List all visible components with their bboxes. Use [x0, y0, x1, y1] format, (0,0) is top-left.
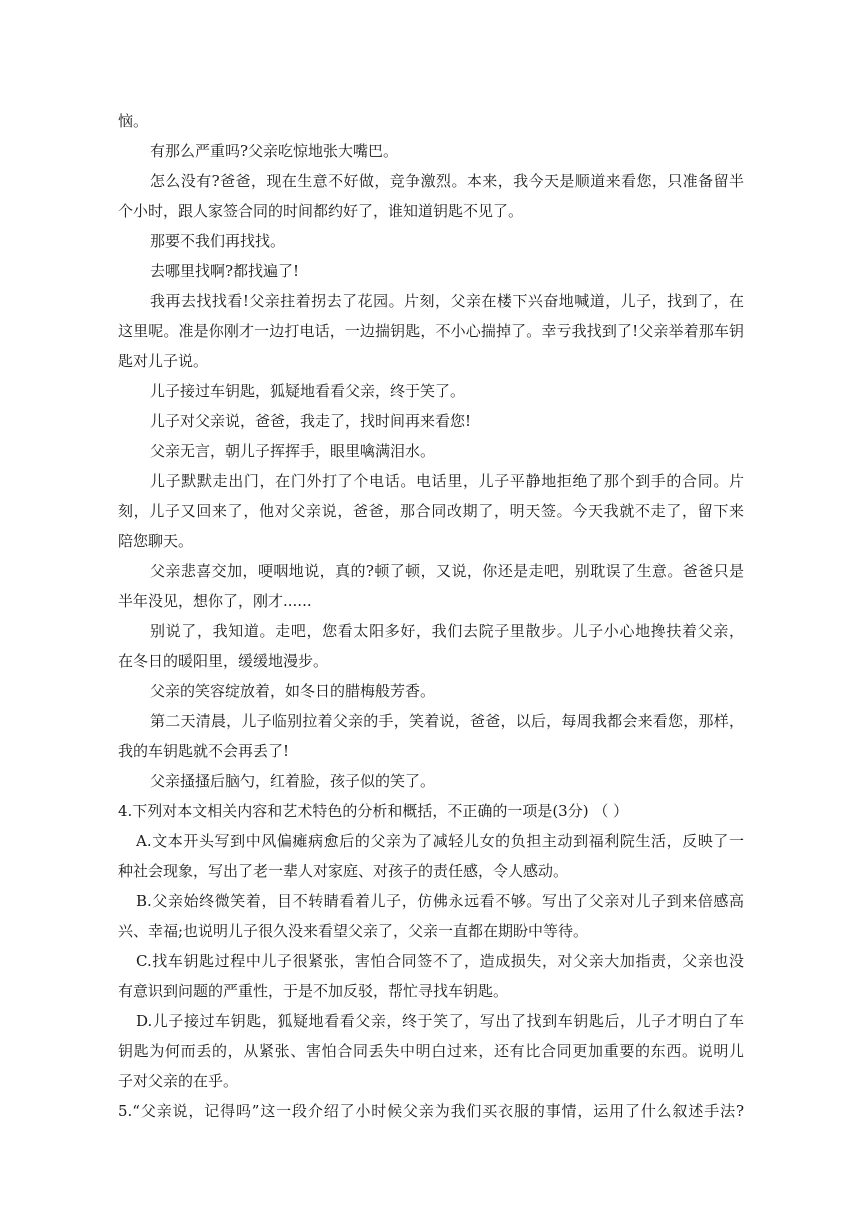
story-line: 第二天清晨，儿子临别拉着父亲的手，笑着说，爸爸，以后，每周我都会来看您，那样，: [150, 712, 744, 730]
document-body: [118, 106, 744, 1126]
story-line: 那要不我们再找找。: [150, 232, 286, 250]
story-line: 我的车钥匙就不会再丢了!: [118, 742, 290, 760]
story-line: 父亲悲喜交加，哽咽地说，真的?顿了顿，又说，你还是走吧，别耽误了生意。爸爸只是: [150, 562, 744, 580]
question-4-options: [118, 826, 744, 1096]
option-line: B.父亲始终微笑着，目不转睛看着儿子，仿佛永远看不够。写出了父亲对儿子到来倍感高: [136, 892, 744, 910]
option-line: 有意识到问题的严重性，于是不加反驳，帮忙寻找车钥匙。: [118, 982, 509, 1000]
story-line: 父亲无言，朝儿子挥挥手，眼里噙满泪水。: [150, 442, 436, 460]
story-line: 父亲的笑容绽放着，如冬日的腊梅般芳香。: [150, 682, 436, 700]
question-5: [118, 1096, 744, 1126]
story-line: 儿子默默走出门，在门外打了个电话。电话里，儿子平静地拒绝了那个到手的合同。片: [150, 472, 744, 490]
option-line: A.文本开头写到中风偏瘫病愈后的父亲为了减轻儿女的负担主动到福利院生活，反映了一: [136, 832, 744, 850]
option-line: C.找车钥匙过程中儿子很紧张，害怕合同签不了，造成损失，对父亲大加指责，父亲也没: [136, 952, 744, 970]
option-line: D.儿子接过车钥匙，狐疑地看看父亲，终于笑了，写出了找到车钥匙后，儿子才明白了车: [136, 1012, 744, 1030]
option-line: 子对父亲的在乎。: [118, 1072, 239, 1090]
option-line: 种社会现象，写出了老一辈人对家庭、对孩子的责任感，令人感动。: [118, 862, 569, 880]
story-line: 恼。: [118, 112, 149, 130]
story-line: 怎么没有?爸爸，现在生意不好做，竞争激烈。本来，我今天是顺道来看您，只准备留半: [150, 172, 744, 190]
story-line: 刻，儿子又回来了，他对父亲说，爸爸，那合同改期了，明天签。今天我就不走了，留下来: [118, 502, 744, 520]
story-text: [118, 106, 744, 796]
story-line: 这里呢。准是你刚才一边打电话，一边揣钥匙，不小心揣掉了。幸亏我找到了!父亲举着那车钥: [118, 322, 744, 340]
question-4-stem: 4.下列对本文相关内容和艺术特色的分析和概括，不正确的一项是(3分) （ ）: [118, 802, 629, 820]
story-line: 个小时，跟人家签合同的时间都约好了，谁知道钥匙不见了。: [118, 202, 524, 220]
story-line: 匙对儿子说。: [118, 352, 209, 370]
story-line: 儿子接过车钥匙，狐疑地看看父亲，终于笑了。: [150, 382, 466, 400]
story-line: 儿子对父亲说，爸爸，我走了，找时间再来看您!: [150, 412, 472, 430]
story-line: 半年没见，想你了，刚才......: [118, 592, 312, 610]
story-line: 我再去找找看!父亲拄着拐去了花园。片刻，父亲在楼下兴奋地喊道，儿子，找到了，在: [150, 292, 744, 310]
story-line: 别说了，我知道。走吧，您看太阳多好，我们去院子里散步。儿子小心地搀扶着父亲，: [150, 622, 744, 640]
question-4: [118, 796, 744, 1096]
story-line: 去哪里找啊?都找遍了!: [150, 262, 300, 280]
story-line: 在冬日的暖阳里，缓缓地漫步。: [118, 652, 329, 670]
story-line: 父亲搔搔后脑勺，红着脸，孩子似的笑了。: [150, 772, 436, 790]
option-line: 兴、幸福;也说明儿子很久没来看望父亲了，父亲一直都在期盼中等待。: [118, 922, 589, 940]
story-line: 陪您聊天。: [118, 532, 194, 550]
option-line: 钥匙为何而丢的，从紧张、害怕合同丢失中明白过来，还有比合同更加重要的东西。说明儿: [118, 1042, 744, 1060]
question-5-stem: 5.“父亲说，记得吗”这一段介绍了小时候父亲为我们买衣服的事情，运用了什么叙述手法?: [118, 1102, 744, 1120]
story-line: 有那么严重吗?父亲吃惊地张大嘴巴。: [150, 142, 399, 160]
